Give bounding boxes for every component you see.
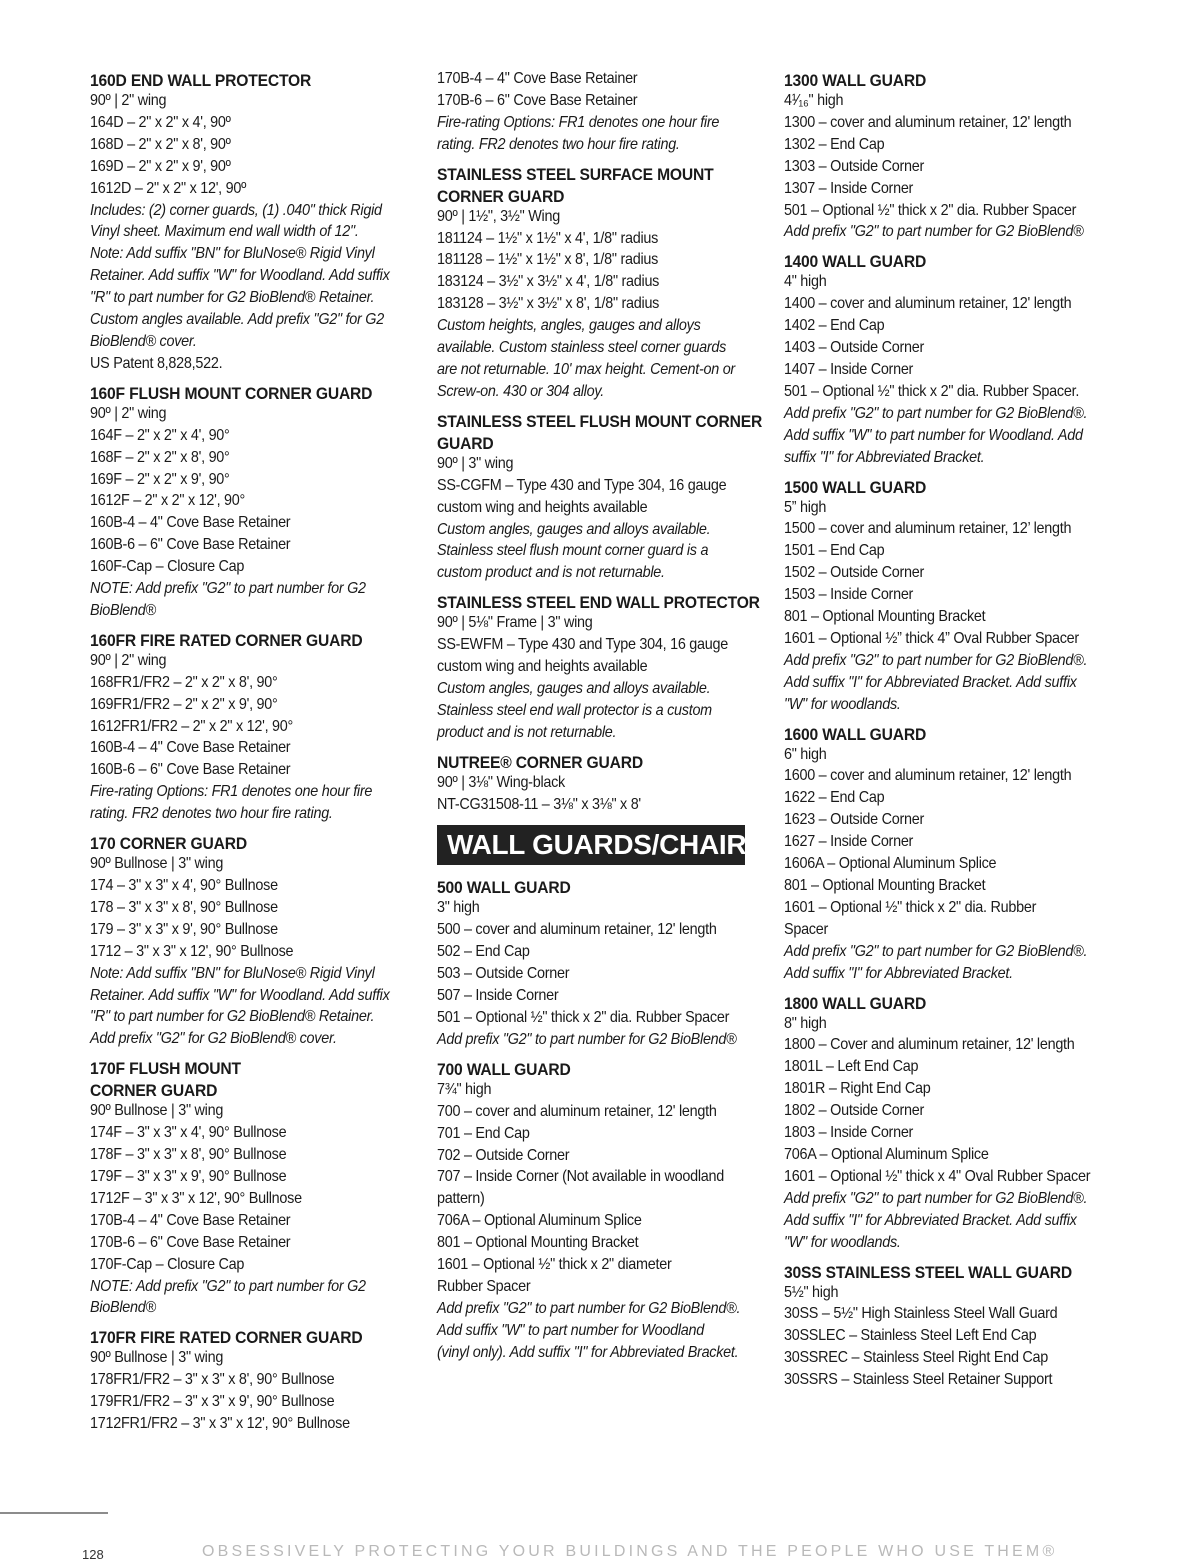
spec-line: 1503 – Inside Corner — [784, 586, 914, 604]
product-section — [784, 995, 1114, 1254]
note-line: Retainer. Add suffix "W" for Woodland. Add suffix — [90, 986, 390, 1004]
spec-line: 1800 – Cover and aluminum retainer, 12' length — [784, 1036, 1075, 1054]
spec-line: 30SSREC – Stainless Steel Right End Cap — [784, 1349, 1049, 1367]
spec-line: 170B-4 – 4" Cove Base Retainer — [437, 70, 638, 87]
note-line: Add suffix "W" to part number for Woodland. Add — [784, 426, 1083, 444]
spec-line: 169D – 2" x 2" x 9', 90º — [90, 157, 231, 175]
note-line: Add suffix "I" for Abbreviated Bracket. Add suffix — [784, 673, 1077, 691]
spec-line: 1622 – End Cap — [784, 789, 885, 807]
spec-line: NT-CG31508-11 – 3⅛" x 3⅛" x 8' — [437, 795, 641, 813]
note-line: Custom angles, gauges and alloys available. — [437, 679, 711, 697]
footer-rule — [0, 1512, 108, 1514]
spec-line: 1601 – Optional ½" thick x 4" Oval Rubber Spacer — [784, 1167, 1091, 1185]
note-line: Add prefix "G2" for G2 BioBlend® cover. — [90, 1030, 337, 1048]
note-line: Add suffix "I" for Abbreviated Bracket. — [784, 964, 1013, 982]
note-line: Note: Add suffix "BN" for BluNose® Rigid Vinyl — [90, 964, 375, 982]
spec-line: 1712FR1/FR2 – 3" x 3" x 12', 90° Bullnose — [90, 1415, 350, 1433]
spec-line: 170B-6 – 6" Cove Base Retainer — [90, 1233, 291, 1251]
spec-line: 706A – Optional Aluminum Splice — [784, 1145, 989, 1163]
section-title: 1500 WALL GUARD — [784, 477, 927, 497]
spec-line: 1407 – Inside Corner — [784, 360, 914, 378]
spec-line: 1801R – Right End Cap — [784, 1080, 931, 1098]
spec-line: 801 – Optional Mounting Bracket — [437, 1234, 639, 1252]
spec-line: 90º | 3" wing — [437, 454, 514, 472]
spec-line: 90º Bullnose | 3" wing — [90, 1349, 224, 1367]
note-line: rating. FR2 denotes two hour fire rating. — [437, 135, 680, 153]
note-line: NOTE: Add prefix "G2" to part number for G2 — [90, 1277, 366, 1295]
spec-line: 801 – Optional Mounting Bracket — [784, 877, 986, 894]
section-title: 160FR FIRE RATED CORNER GUARD — [90, 630, 363, 650]
product-section — [784, 1264, 1114, 1392]
spec-line: 702 – Outside Corner — [437, 1146, 570, 1164]
spec-line: 170F-Cap – Closure Cap — [90, 1255, 245, 1273]
product-section — [90, 835, 410, 1050]
spec-line: 90º | 2" wing — [90, 92, 167, 109]
section-title: 1300 WALL GUARD — [784, 71, 927, 90]
spec-line: 1302 – End Cap — [784, 135, 885, 153]
section-title: 700 WALL GUARD — [437, 1059, 571, 1079]
spec-line: 701 – End Cap — [437, 1124, 530, 1142]
section-title: 170F FLUSH MOUNT — [90, 1059, 241, 1079]
section-title: 160D END WALL PROTECTOR — [90, 71, 312, 90]
product-section — [437, 68, 757, 156]
spec-line: 1627 – Inside Corner — [784, 833, 914, 851]
spec-line: 801 – Optional Mounting Bracket — [784, 608, 986, 626]
spec-line: 181124 – 1½" x 1½" x 4', 1/8" radius — [437, 229, 659, 247]
spec-line: 501 – Optional ½" thick x 2" dia. Rubber Spacer — [437, 1009, 730, 1026]
product-section — [437, 593, 760, 743]
section-title: STAINLESS STEEL END WALL PROTECTOR — [437, 593, 760, 613]
spec-line: 4" high — [784, 273, 827, 291]
spec-line: 170B-4 – 4" Cove Base Retainer — [90, 1211, 291, 1229]
note-line: Custom angles available. Add prefix "G2" for G2 — [90, 311, 384, 329]
spec-line: 1612D – 2" x 2" x 12', 90º — [90, 179, 247, 197]
spec-line: 501 – Optional ½" thick x 2" dia. Rubber Spacer. — [784, 382, 1080, 400]
section-title: GUARD — [437, 433, 494, 453]
product-section — [437, 166, 757, 403]
note-line: "R" to part number for G2 BioBlend® Retainer. — [90, 289, 375, 307]
spec-line: 1600 – cover and aluminum retainer, 12' length — [784, 767, 1072, 785]
product-section — [90, 385, 410, 622]
note-line: Add prefix "G2" to part number for G2 BioBlend®. — [784, 1189, 1088, 1207]
section-title: NUTREE® CORNER GUARD — [437, 752, 643, 772]
spec-line: 30SS – 5½" High Stainless Steel Wall Guard — [784, 1305, 1058, 1323]
spec-line: 501 – Optional ½" thick x 2" dia. Rubber Spacer — [784, 201, 1077, 219]
note-line: available. Custom stainless steel corner guards — [437, 339, 727, 357]
note-line: Screw-on. 430 or 304 alloy. — [437, 382, 604, 400]
spec-line: 502 – End Cap — [437, 943, 530, 961]
section-title: 160F FLUSH MOUNT CORNER GUARD — [90, 383, 373, 403]
spec-line: 1623 – Outside Corner — [784, 811, 925, 829]
spec-line: 3" high — [437, 899, 480, 917]
spec-line: 500 – cover and aluminum retainer, 12' length — [437, 921, 717, 939]
spec-line: 160B-6 – 6" Cove Base Retainer — [90, 761, 291, 779]
spec-line: 503 – Outside Corner — [437, 965, 570, 983]
spec-line: 178FR1/FR2 – 3" x 3" x 8', 90° Bullnose — [90, 1371, 335, 1389]
note-line: product and is not returnable. — [437, 723, 617, 741]
spec-line: 183124 – 3½" x 3½" x 4', 1/8" radius — [437, 273, 660, 291]
note-line: Fire-rating Options: FR1 denotes one hour fire — [90, 783, 373, 801]
spec-line: 1303 – Outside Corner — [784, 157, 925, 175]
spec-line: 90º | 3⅛" Wing-black — [437, 773, 565, 791]
spec-line: 1712 – 3" x 3" x 12', 90° Bullnose — [90, 942, 294, 960]
product-section — [784, 253, 1114, 468]
note-line: Add prefix "G2" to part number for G2 BioBlend®. — [784, 404, 1088, 422]
spec-line: SS-EWFM – Type 430 and Type 304, 16 gauge — [437, 636, 728, 654]
spec-line: 160B-4 – 4" Cove Base Retainer — [90, 514, 291, 532]
spec-line: 1712F – 3" x 3" x 12', 90° Bullnose — [90, 1189, 302, 1207]
product-section — [90, 72, 410, 375]
spec-line: 1601 – Optional ½" thick x 2" diameter — [437, 1256, 672, 1274]
spec-line: 1801L – Left End Cap — [784, 1058, 919, 1076]
spec-line: 1601 – Optional ½” thick 4” Oval Rubber Spacer — [784, 629, 1079, 647]
section-title: 1800 WALL GUARD — [784, 993, 927, 1013]
note-line: (vinyl only). Add suffix "I" for Abbreviated Bracket. — [437, 1343, 739, 1361]
footer-tagline: OBSESSIVELY PROTECTING YOUR BUILDINGS AND THE PEOPLE WHO USE THEM® — [202, 1543, 1058, 1560]
spec-line: 90º | 5⅛" Frame | 3" wing — [437, 614, 593, 632]
page-number: 128 — [82, 1547, 104, 1562]
note-line: BioBlend® cover. — [90, 332, 197, 350]
section-title: STAINLESS STEEL SURFACE MOUNT — [437, 164, 714, 184]
spec-line: 4¹⁄₁₆" high — [784, 92, 844, 109]
product-section — [437, 879, 757, 1050]
note-line: Retainer. Add suffix "W" for Woodland. Add suffix — [90, 267, 390, 285]
note-line: "W" for woodlands. — [784, 1233, 901, 1251]
spec-line: 164D – 2" x 2" x 4', 90º — [90, 113, 231, 131]
spec-line: 164F – 2" x 2" x 4', 90° — [90, 426, 230, 444]
spec-line: 1300 – cover and aluminum retainer, 12' length — [784, 113, 1072, 131]
note-line: Custom heights, angles, gauges and alloys — [437, 317, 701, 335]
product-section — [784, 726, 1114, 985]
spec-line: 178 – 3" x 3" x 8', 90° Bullnose — [90, 898, 278, 916]
spec-line: Spacer — [784, 920, 829, 938]
spec-line: 5½" high — [784, 1283, 839, 1301]
spec-line: 1501 – End Cap — [784, 542, 885, 560]
spec-line: 706A – Optional Aluminum Splice — [437, 1212, 642, 1230]
note-line: Add prefix "G2" to part number for G2 BioBlend® — [437, 1030, 737, 1048]
note-line: Add prefix "G2" to part number for G2 BioBlend® — [784, 223, 1084, 241]
product-section — [784, 72, 1114, 243]
product-section — [90, 1060, 410, 1319]
note-line: NOTE: Add prefix "G2" to part number for G2 — [90, 580, 366, 598]
spec-line: 5” high — [784, 498, 827, 516]
product-section — [437, 754, 757, 816]
spec-line: 168D – 2" x 2" x 8', 90º — [90, 135, 231, 153]
note-line: Fire-rating Options: FR1 denotes one hour fire — [437, 113, 720, 131]
note-line: Stainless steel flush mount corner guard is a — [437, 542, 709, 560]
note-line: Custom angles, gauges and alloys available. — [437, 520, 711, 538]
spec-line: 1606A – Optional Aluminum Splice — [784, 855, 997, 873]
spec-line: 1400 – cover and aluminum retainer, 12' length — [784, 295, 1072, 313]
product-section — [437, 1061, 757, 1364]
spec-line: 160B-4 – 4" Cove Base Retainer — [90, 739, 291, 757]
spec-line: 90º | 1½", 3½" Wing — [437, 207, 560, 225]
spec-line: 1403 – Outside Corner — [784, 339, 925, 357]
spec-line: 30SSRS – Stainless Steel Retainer Support — [784, 1371, 1053, 1389]
spec-line: 507 – Inside Corner — [437, 987, 559, 1005]
section-title: CORNER GUARD — [90, 1081, 218, 1101]
spec-line: 1402 – End Cap — [784, 317, 885, 335]
spec-line: 1612F – 2" x 2" x 12', 90° — [90, 492, 246, 510]
section-title: 170FR FIRE RATED CORNER GUARD — [90, 1328, 363, 1348]
note-line: are not returnable. 10' max height. Cement-on or — [437, 360, 735, 378]
spec-line: 168F – 2" x 2" x 8', 90° — [90, 448, 230, 466]
note-line: Add suffix "I" for Abbreviated Bracket. Add suffix — [784, 1211, 1077, 1229]
spec-line: 178F – 3" x 3" x 8', 90° Bullnose — [90, 1146, 287, 1164]
spec-line: SS-CGFM – Type 430 and Type 304, 16 gauge — [437, 476, 727, 494]
spec-line: 169F – 2" x 2" x 9', 90° — [90, 470, 230, 488]
spec-line: 30SSLEC – Stainless Steel Left End Cap — [784, 1327, 1037, 1345]
spec-line: 1612FR1/FR2 – 2" x 2" x 12', 90° — [90, 717, 294, 735]
section-title: 500 WALL GUARD — [437, 878, 571, 898]
catalog-column-3 — [784, 68, 1114, 1401]
section-title: 1600 WALL GUARD — [784, 724, 927, 744]
note-line: Add prefix "G2" to part number for G2 BioBlend®. — [437, 1299, 741, 1317]
note-line: Add suffix "W" to part number for Woodland — [437, 1321, 705, 1339]
spec-line: 8" high — [784, 1014, 827, 1032]
spec-line: 1500 – cover and aluminum retainer, 12’ length — [784, 520, 1072, 538]
note-line: Add prefix "G2" to part number for G2 BioBlend®. — [784, 651, 1088, 669]
note-line: rating. FR2 denotes two hour fire rating. — [90, 805, 333, 823]
product-section — [90, 1329, 410, 1435]
note-line: Vinyl sheet. Maximum end wall width of 12". — [90, 223, 359, 241]
spec-line: 160F-Cap – Closure Cap — [90, 558, 245, 576]
spec-line: 1601 – Optional ½" thick x 2" dia. Rubber — [784, 898, 1037, 916]
note-line: Add prefix "G2" to part number for G2 BioBlend®. — [784, 942, 1088, 960]
spec-line: Rubber Spacer — [437, 1277, 531, 1295]
spec-line: 90º Bullnose | 3" wing — [90, 1102, 224, 1120]
product-section — [437, 411, 763, 584]
note-line: Note: Add suffix "BN" for BluNose® Rigid Vinyl — [90, 245, 375, 263]
spec-line: pattern) — [437, 1190, 485, 1208]
spec-line: 170B-6 – 6" Cove Base Retainer — [437, 91, 638, 109]
spec-line: 179FR1/FR2 – 3" x 3" x 9', 90° Bullnose — [90, 1393, 335, 1411]
note-line: Includes: (2) corner guards, (1) .040" thick Rigid — [90, 201, 382, 219]
spec-line: 179 – 3" x 3" x 9', 90° Bullnose — [90, 920, 278, 938]
spec-line: 90º | 2" wing — [90, 651, 167, 669]
spec-line: 1803 – Inside Corner — [784, 1124, 914, 1142]
section-title: 170 CORNER GUARD — [90, 834, 247, 854]
spec-line: 169FR1/FR2 – 2" x 2" x 9', 90° — [90, 695, 278, 713]
note-line: BioBlend® — [90, 1299, 156, 1317]
spec-line: 168FR1/FR2 – 2" x 2" x 8', 90° — [90, 673, 278, 691]
spec-line: 174 – 3" x 3" x 4', 90° Bullnose — [90, 877, 278, 894]
spec-line: 90º | 2" wing — [90, 404, 167, 422]
spec-line: custom wing and heights available — [437, 658, 648, 676]
spec-line: 1307 – Inside Corner — [784, 179, 914, 197]
section-title: STAINLESS STEEL FLUSH MOUNT CORNER — [437, 411, 763, 431]
catalog-column-1 — [90, 68, 410, 1445]
section-title: CORNER GUARD — [437, 186, 565, 206]
spec-line: 179F – 3" x 3" x 9', 90° Bullnose — [90, 1167, 287, 1185]
spec-line: 700 – cover and aluminum retainer, 12' length — [437, 1102, 717, 1120]
note-line: Stainless steel end wall protector is a custom — [437, 701, 712, 719]
spec-line: 1502 – Outside Corner — [784, 564, 925, 582]
note-line: "W" for woodlands. — [784, 695, 901, 713]
spec-line: 7¾" high — [437, 1080, 492, 1098]
spec-line: 174F – 3" x 3" x 4', 90° Bullnose — [90, 1124, 287, 1142]
note-line: BioBlend® — [90, 601, 156, 619]
spec-line: US Patent 8,828,522. — [90, 354, 223, 372]
note-line: suffix "I" for Abbreviated Bracket. — [784, 448, 985, 466]
spec-line: 181128 – 1½" x 1½" x 8', 1/8" radius — [437, 251, 659, 269]
spec-line: 90º Bullnose | 3" wing — [90, 855, 224, 873]
section-banner: WALL GUARDS/CHAIR RAIL — [437, 825, 745, 865]
product-section — [90, 632, 410, 825]
spec-line: 6" high — [784, 745, 827, 763]
spec-line: 1802 – Outside Corner — [784, 1102, 925, 1120]
note-line: custom product and is not returnable. — [437, 564, 665, 582]
spec-line: 183128 – 3½" x 3½" x 8', 1/8" radius — [437, 295, 660, 313]
section-title: 30SS STAINLESS STEEL WALL GUARD — [784, 1262, 1073, 1282]
spec-line: 160B-6 – 6" Cove Base Retainer — [90, 536, 291, 554]
spec-line: custom wing and heights available — [437, 498, 648, 516]
product-section — [784, 479, 1114, 716]
section-title: 1400 WALL GUARD — [784, 252, 927, 272]
note-line: "R" to part number for G2 BioBlend® Retainer. — [90, 1008, 375, 1026]
spec-line: 707 – Inside Corner (Not available in woodland — [437, 1168, 724, 1186]
